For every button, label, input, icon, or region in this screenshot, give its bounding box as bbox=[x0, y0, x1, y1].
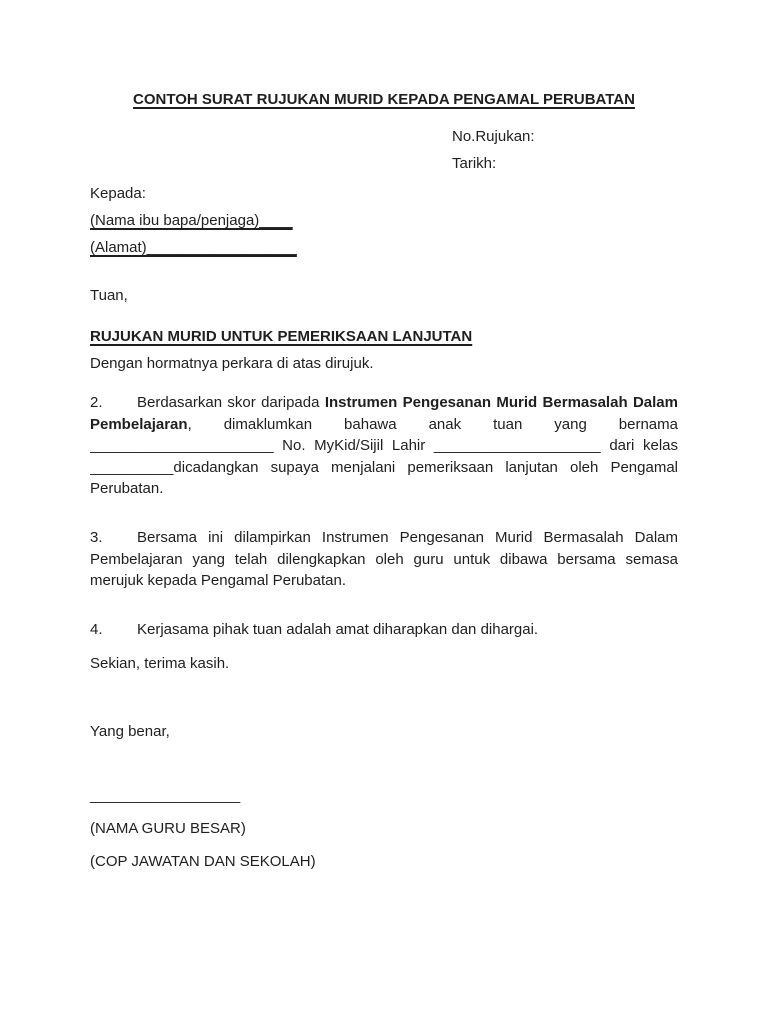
recipient-name-blank: (Nama ibu bapa/penjaga)____ bbox=[90, 212, 293, 229]
paragraph-3 bbox=[90, 527, 678, 592]
reference-number-label: No.Rujukan: bbox=[452, 128, 535, 145]
signer-name: (NAMA GURU BESAR) bbox=[90, 820, 246, 837]
paragraph-line bbox=[90, 478, 678, 500]
text-segment: Berdasarkan skor daripada bbox=[137, 394, 325, 411]
text-segment: merujuk kepada Pengamal Perubatan. bbox=[90, 572, 346, 589]
paragraph-line bbox=[90, 549, 678, 571]
paragraph-4 bbox=[90, 619, 678, 641]
list-number: 4. bbox=[90, 621, 103, 638]
salutation: Tuan, bbox=[90, 287, 128, 304]
paragraph-line bbox=[90, 392, 678, 414]
paragraph-line bbox=[90, 570, 678, 592]
signer-title: (COP JAWATAN DAN SEKOLAH) bbox=[90, 853, 316, 870]
paragraph-line bbox=[90, 619, 678, 641]
recipient-address-blank: (Alamat)__________________ bbox=[90, 239, 297, 256]
paragraph-line bbox=[90, 435, 678, 457]
paragraph-line bbox=[90, 457, 678, 479]
paragraph-line bbox=[90, 414, 678, 436]
text-segment: Bersama ini dilampirkan Instrumen Pengesanan Murid Bermasalah Dalam bbox=[137, 529, 678, 546]
paragraph-line bbox=[90, 527, 678, 549]
signoff-line: Yang benar, bbox=[90, 723, 170, 740]
text-segment: Perubatan. bbox=[90, 480, 164, 497]
text-segment: __________dicadangkan supaya menjalani pemeriksaan lanjutan oleh Pengamal bbox=[90, 458, 678, 476]
text-segment: , dimaklumkan bahawa anak tuan yang bernama bbox=[187, 415, 678, 433]
bold-text-segment: Pembelajaran bbox=[90, 415, 188, 433]
text-segment: Kerjasama pihak tuan adalah amat diharapkan dan dihargai. bbox=[137, 621, 539, 638]
subject-heading: RUJUKAN MURID UNTUK PEMERIKSAAN LANJUTAN bbox=[90, 328, 473, 345]
closing-line: Sekian, terima kasih. bbox=[90, 655, 230, 672]
list-number: 2. bbox=[90, 394, 103, 411]
recipient-kepada-label: Kepada: bbox=[90, 185, 146, 202]
bold-text-segment: Instrumen Pengesanan Murid Bermasalah Dalam bbox=[324, 394, 678, 411]
text-segment: Pembelajaran yang telah dilengkapkan oleh guru untuk dibawa bersama semasa bbox=[90, 550, 678, 568]
text-segment: ______________________ No. MyKid/Sijil Lahir ____________________ dari kelas bbox=[90, 437, 678, 454]
list-number: 3. bbox=[90, 529, 103, 546]
date-label: Tarikh: bbox=[452, 155, 497, 172]
intro-line: Dengan hormatnya perkara di atas dirujuk. bbox=[90, 355, 374, 372]
signature-blank: __________________ bbox=[90, 787, 241, 804]
letter-title: CONTOH SURAT RUJUKAN MURID KEPADA PENGAMAL PERUBATAN bbox=[133, 91, 635, 108]
paragraph-2 bbox=[90, 392, 678, 500]
